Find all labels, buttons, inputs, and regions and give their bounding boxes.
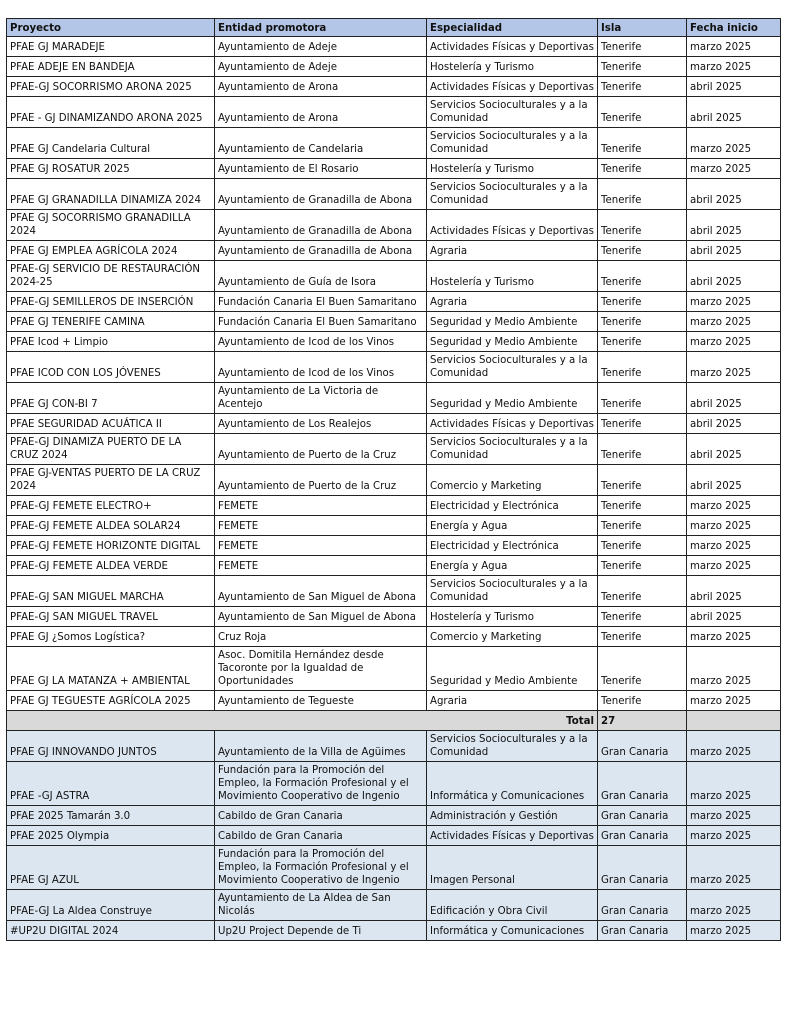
cell-isla: Gran Canaria: [598, 731, 687, 762]
cell-fecha: marzo 2025: [687, 128, 781, 159]
cell-entidad: Ayuntamiento de Arona: [215, 77, 427, 97]
cell-proyecto: #UP2U DIGITAL 2024: [7, 921, 215, 941]
table-row: [7, 627, 781, 647]
table-row: [7, 312, 781, 332]
cell-isla: Tenerife: [598, 383, 687, 414]
cell-proyecto: PFAE-GJ La Aldea Construye: [7, 890, 215, 921]
cell-especialidad: Servicios Socioculturales y a la Comunidad: [427, 434, 598, 465]
cell-isla: Tenerife: [598, 516, 687, 536]
spreadsheet: [6, 18, 780, 941]
cell-proyecto: PFAE-GJ SAN MIGUEL TRAVEL: [7, 607, 215, 627]
cell-isla: Tenerife: [598, 37, 687, 57]
cell-isla: Tenerife: [598, 179, 687, 210]
header-proyecto: Proyecto: [7, 19, 215, 37]
table-row: [7, 921, 781, 941]
cell-especialidad: Servicios Socioculturales y a la Comunidad: [427, 576, 598, 607]
cell-especialidad: Actividades Físicas y Deportivas: [427, 210, 598, 241]
cell-proyecto: PFAE Icod + Limpio: [7, 332, 215, 352]
cell-entidad: Ayuntamiento de Arona: [215, 97, 427, 128]
table-row: [7, 465, 781, 496]
cell-proyecto: PFAE GJ-VENTAS PUERTO DE LA CRUZ 2024: [7, 465, 215, 496]
cell-fecha: abril 2025: [687, 97, 781, 128]
header-fecha-inicio: Fecha inicio: [687, 19, 781, 37]
cell-entidad: Fundación para la Promoción del Empleo, la Formación Profesional y el Movimiento Cooperativo de Ingenio: [215, 846, 427, 890]
cell-proyecto: PFAE-GJ SAN MIGUEL MARCHA: [7, 576, 215, 607]
cell-especialidad: Comercio y Marketing: [427, 465, 598, 496]
cell-entidad: Fundación para la Promoción del Empleo, la Formación Profesional y el Movimiento Cooperativo de Ingenio: [215, 762, 427, 806]
cell-fecha: abril 2025: [687, 210, 781, 241]
cell-entidad: Ayuntamiento de Los Realejos: [215, 414, 427, 434]
cell-entidad: Fundación Canaria El Buen Samaritano: [215, 292, 427, 312]
cell-entidad: Ayuntamiento de Granadilla de Abona: [215, 241, 427, 261]
cell-fecha: abril 2025: [687, 607, 781, 627]
cell-especialidad: Servicios Socioculturales y a la Comunidad: [427, 731, 598, 762]
cell-fecha: marzo 2025: [687, 352, 781, 383]
cell-isla: Tenerife: [598, 159, 687, 179]
cell-entidad: Ayuntamiento de la Villa de Agüimes: [215, 731, 427, 762]
cell-entidad: Ayuntamiento de Tegueste: [215, 691, 427, 711]
cell-fecha: abril 2025: [687, 383, 781, 414]
table-row: [7, 179, 781, 210]
cell-especialidad: Actividades Físicas y Deportivas: [427, 77, 598, 97]
cell-proyecto: PFAE -GJ ASTRA: [7, 762, 215, 806]
cell-fecha: abril 2025: [687, 414, 781, 434]
cell-especialidad: Servicios Socioculturales y a la Comunidad: [427, 128, 598, 159]
table-row: [7, 97, 781, 128]
cell-entidad: Ayuntamiento de Candelaria: [215, 128, 427, 159]
total-value: 27: [598, 711, 687, 731]
cell-especialidad: Seguridad y Medio Ambiente: [427, 332, 598, 352]
cell-fecha: marzo 2025: [687, 921, 781, 941]
cell-isla: Gran Canaria: [598, 890, 687, 921]
cell-entidad: Ayuntamiento de El Rosario: [215, 159, 427, 179]
cell-entidad: Fundación Canaria El Buen Samaritano: [215, 312, 427, 332]
table-row: [7, 516, 781, 536]
cell-especialidad: Seguridad y Medio Ambiente: [427, 383, 598, 414]
cell-proyecto: PFAE-GJ SOCORRISMO ARONA 2025: [7, 77, 215, 97]
cell-proyecto: PFAE-GJ FEMETE ALDEA SOLAR24: [7, 516, 215, 536]
cell-proyecto: PFAE GJ Candelaria Cultural: [7, 128, 215, 159]
cell-especialidad: Actividades Físicas y Deportivas: [427, 414, 598, 434]
table-row: [7, 57, 781, 77]
cell-proyecto: PFAE GJ ROSATUR 2025: [7, 159, 215, 179]
cell-isla: Tenerife: [598, 647, 687, 691]
cell-entidad: Ayuntamiento de San Miguel de Abona: [215, 607, 427, 627]
total-label: Total: [7, 711, 598, 731]
cell-especialidad: Imagen Personal: [427, 846, 598, 890]
cell-isla: Tenerife: [598, 691, 687, 711]
cell-fecha: marzo 2025: [687, 806, 781, 826]
table-row: [7, 261, 781, 292]
table-row: [7, 159, 781, 179]
cell-entidad: Ayuntamiento de San Miguel de Abona: [215, 576, 427, 607]
cell-entidad: Cruz Roja: [215, 627, 427, 647]
cell-fecha: abril 2025: [687, 179, 781, 210]
cell-proyecto: PFAE GJ ¿Somos Logística?: [7, 627, 215, 647]
cell-isla: Tenerife: [598, 57, 687, 77]
cell-especialidad: Actividades Físicas y Deportivas: [427, 37, 598, 57]
table-row: [7, 536, 781, 556]
cell-isla: Tenerife: [598, 496, 687, 516]
cell-isla: Tenerife: [598, 352, 687, 383]
cell-especialidad: Electricidad y Electrónica: [427, 536, 598, 556]
cell-entidad: Ayuntamiento de Granadilla de Abona: [215, 179, 427, 210]
cell-fecha: marzo 2025: [687, 627, 781, 647]
header-entidad-promotora: Entidad promotora: [215, 19, 427, 37]
total-row: [7, 711, 781, 731]
cell-fecha: abril 2025: [687, 434, 781, 465]
cell-fecha: abril 2025: [687, 241, 781, 261]
projects-table: [6, 18, 781, 941]
cell-isla: Tenerife: [598, 556, 687, 576]
cell-proyecto: PFAE-GJ FEMETE HORIZONTE DIGITAL: [7, 536, 215, 556]
table-row: [7, 691, 781, 711]
table-row: [7, 607, 781, 627]
cell-isla: Tenerife: [598, 576, 687, 607]
cell-isla: Tenerife: [598, 292, 687, 312]
table-row: [7, 332, 781, 352]
cell-isla: Tenerife: [598, 414, 687, 434]
table-row: [7, 496, 781, 516]
cell-fecha: marzo 2025: [687, 312, 781, 332]
cell-fecha: marzo 2025: [687, 516, 781, 536]
cell-proyecto: PFAE - GJ DINAMIZANDO ARONA 2025: [7, 97, 215, 128]
cell-fecha: marzo 2025: [687, 292, 781, 312]
table-row: [7, 292, 781, 312]
table-body: [7, 37, 781, 941]
cell-especialidad: Agraria: [427, 292, 598, 312]
cell-isla: Gran Canaria: [598, 826, 687, 846]
cell-especialidad: Energía y Agua: [427, 516, 598, 536]
cell-especialidad: Energía y Agua: [427, 556, 598, 576]
cell-fecha: marzo 2025: [687, 826, 781, 846]
table-row: [7, 647, 781, 691]
cell-isla: Tenerife: [598, 434, 687, 465]
cell-isla: Tenerife: [598, 332, 687, 352]
cell-especialidad: Edificación y Obra Civil: [427, 890, 598, 921]
cell-entidad: Cabildo de Gran Canaria: [215, 806, 427, 826]
header-row: [7, 19, 781, 37]
cell-especialidad: Agraria: [427, 691, 598, 711]
cell-especialidad: Servicios Socioculturales y a la Comunidad: [427, 179, 598, 210]
cell-isla: Tenerife: [598, 627, 687, 647]
cell-fecha: marzo 2025: [687, 890, 781, 921]
table-row: [7, 556, 781, 576]
table-row: [7, 806, 781, 826]
table-row: [7, 890, 781, 921]
cell-isla: Tenerife: [598, 607, 687, 627]
cell-fecha: marzo 2025: [687, 332, 781, 352]
table-row: [7, 434, 781, 465]
table-row: [7, 383, 781, 414]
cell-fecha: abril 2025: [687, 465, 781, 496]
cell-fecha: marzo 2025: [687, 762, 781, 806]
cell-proyecto: PFAE 2025 Olympia: [7, 826, 215, 846]
table-row: [7, 846, 781, 890]
cell-fecha: marzo 2025: [687, 647, 781, 691]
cell-proyecto: PFAE GJ CON-BI 7: [7, 383, 215, 414]
cell-proyecto: PFAE-GJ DINAMIZA PUERTO DE LA CRUZ 2024: [7, 434, 215, 465]
cell-fecha: marzo 2025: [687, 159, 781, 179]
table-row: [7, 762, 781, 806]
cell-proyecto: PFAE GJ AZUL: [7, 846, 215, 890]
cell-proyecto: PFAE-GJ SERVICIO DE RESTAURACIÓN 2024-25: [7, 261, 215, 292]
cell-especialidad: Hostelería y Turismo: [427, 57, 598, 77]
cell-fecha: marzo 2025: [687, 496, 781, 516]
cell-entidad: Ayuntamiento de Adeje: [215, 37, 427, 57]
cell-proyecto: PFAE ADEJE EN BANDEJA: [7, 57, 215, 77]
cell-entidad: Ayuntamiento de Icod de los Vinos: [215, 352, 427, 383]
cell-especialidad: Hostelería y Turismo: [427, 607, 598, 627]
cell-isla: Tenerife: [598, 312, 687, 332]
cell-entidad: FEMETE: [215, 556, 427, 576]
table-row: [7, 826, 781, 846]
cell-proyecto: PFAE-GJ FEMETE ALDEA VERDE: [7, 556, 215, 576]
cell-proyecto: PFAE GJ INNOVANDO JUNTOS: [7, 731, 215, 762]
cell-especialidad: Actividades Físicas y Deportivas: [427, 826, 598, 846]
header-isla: Isla: [598, 19, 687, 37]
table-row: [7, 731, 781, 762]
table-row: [7, 37, 781, 57]
cell-fecha: marzo 2025: [687, 57, 781, 77]
cell-proyecto: PFAE GJ MARADEJE: [7, 37, 215, 57]
cell-fecha: marzo 2025: [687, 37, 781, 57]
cell-entidad: Ayuntamiento de Icod de los Vinos: [215, 332, 427, 352]
cell-proyecto: PFAE GJ TEGUESTE AGRÍCOLA 2025: [7, 691, 215, 711]
cell-isla: Gran Canaria: [598, 921, 687, 941]
cell-entidad: FEMETE: [215, 516, 427, 536]
cell-fecha: marzo 2025: [687, 731, 781, 762]
table-row: [7, 210, 781, 241]
cell-proyecto: PFAE-GJ FEMETE ELECTRO+: [7, 496, 215, 516]
cell-fecha: marzo 2025: [687, 846, 781, 890]
cell-entidad: Up2U Project Depende de Ti: [215, 921, 427, 941]
cell-proyecto: PFAE-GJ SEMILLEROS DE INSERCIÓN: [7, 292, 215, 312]
cell-proyecto: PFAE SEGURIDAD ACUÁTICA II: [7, 414, 215, 434]
cell-proyecto: PFAE GJ GRANADILLA DINAMIZA 2024: [7, 179, 215, 210]
cell-isla: Tenerife: [598, 77, 687, 97]
cell-isla: Tenerife: [598, 128, 687, 159]
cell-fecha: abril 2025: [687, 576, 781, 607]
cell-entidad: Ayuntamiento de Granadilla de Abona: [215, 210, 427, 241]
table-row: [7, 414, 781, 434]
cell-isla: Tenerife: [598, 241, 687, 261]
table-row: [7, 352, 781, 383]
cell-especialidad: Seguridad y Medio Ambiente: [427, 647, 598, 691]
cell-isla: Gran Canaria: [598, 762, 687, 806]
cell-isla: Gran Canaria: [598, 806, 687, 826]
cell-especialidad: Hostelería y Turismo: [427, 261, 598, 292]
cell-especialidad: Seguridad y Medio Ambiente: [427, 312, 598, 332]
cell-entidad: FEMETE: [215, 496, 427, 516]
cell-especialidad: Servicios Socioculturales y a la Comunidad: [427, 97, 598, 128]
cell-especialidad: Hostelería y Turismo: [427, 159, 598, 179]
cell-isla: Tenerife: [598, 536, 687, 556]
cell-isla: Tenerife: [598, 465, 687, 496]
cell-entidad: Ayuntamiento de Guía de Isora: [215, 261, 427, 292]
cell-proyecto: PFAE GJ TENERIFE CAMINA: [7, 312, 215, 332]
cell-entidad: Ayuntamiento de Puerto de la Cruz: [215, 465, 427, 496]
cell-entidad: Asoc. Domitila Hernández desde Tacoronte por la Igualdad de Oportunidades: [215, 647, 427, 691]
header-especialidad: Especialidad: [427, 19, 598, 37]
cell-especialidad: Administración y Gestión: [427, 806, 598, 826]
cell-especialidad: Comercio y Marketing: [427, 627, 598, 647]
cell-entidad: Ayuntamiento de Adeje: [215, 57, 427, 77]
cell-especialidad: Servicios Socioculturales y a la Comunidad: [427, 352, 598, 383]
cell-especialidad: Informática y Comunicaciones: [427, 921, 598, 941]
cell-proyecto: PFAE GJ EMPLEA AGRÍCOLA 2024: [7, 241, 215, 261]
cell-proyecto: PFAE ICOD CON LOS JÓVENES: [7, 352, 215, 383]
table-row: [7, 77, 781, 97]
table-row: [7, 241, 781, 261]
cell-fecha: marzo 2025: [687, 691, 781, 711]
cell-fecha: marzo 2025: [687, 556, 781, 576]
table-row: [7, 576, 781, 607]
cell-entidad: FEMETE: [215, 536, 427, 556]
cell-isla: Tenerife: [598, 210, 687, 241]
table-row: [7, 128, 781, 159]
cell-entidad: Ayuntamiento de La Victoria de Acentejo: [215, 383, 427, 414]
cell-especialidad: Agraria: [427, 241, 598, 261]
cell-entidad: Ayuntamiento de La Aldea de San Nicolás: [215, 890, 427, 921]
cell-entidad: Ayuntamiento de Puerto de la Cruz: [215, 434, 427, 465]
cell-especialidad: Electricidad y Electrónica: [427, 496, 598, 516]
cell-fecha: marzo 2025: [687, 536, 781, 556]
cell-fecha: abril 2025: [687, 77, 781, 97]
cell-isla: Gran Canaria: [598, 846, 687, 890]
cell-proyecto: PFAE GJ LA MATANZA + AMBIENTAL: [7, 647, 215, 691]
cell-isla: Tenerife: [598, 261, 687, 292]
cell-proyecto: PFAE 2025 Tamarán 3.0: [7, 806, 215, 826]
cell-proyecto: PFAE GJ SOCORRISMO GRANADILLA 2024: [7, 210, 215, 241]
cell-especialidad: Informática y Comunicaciones: [427, 762, 598, 806]
cell-isla: Tenerife: [598, 97, 687, 128]
total-empty-cell: [687, 711, 781, 731]
cell-fecha: abril 2025: [687, 261, 781, 292]
cell-entidad: Cabildo de Gran Canaria: [215, 826, 427, 846]
